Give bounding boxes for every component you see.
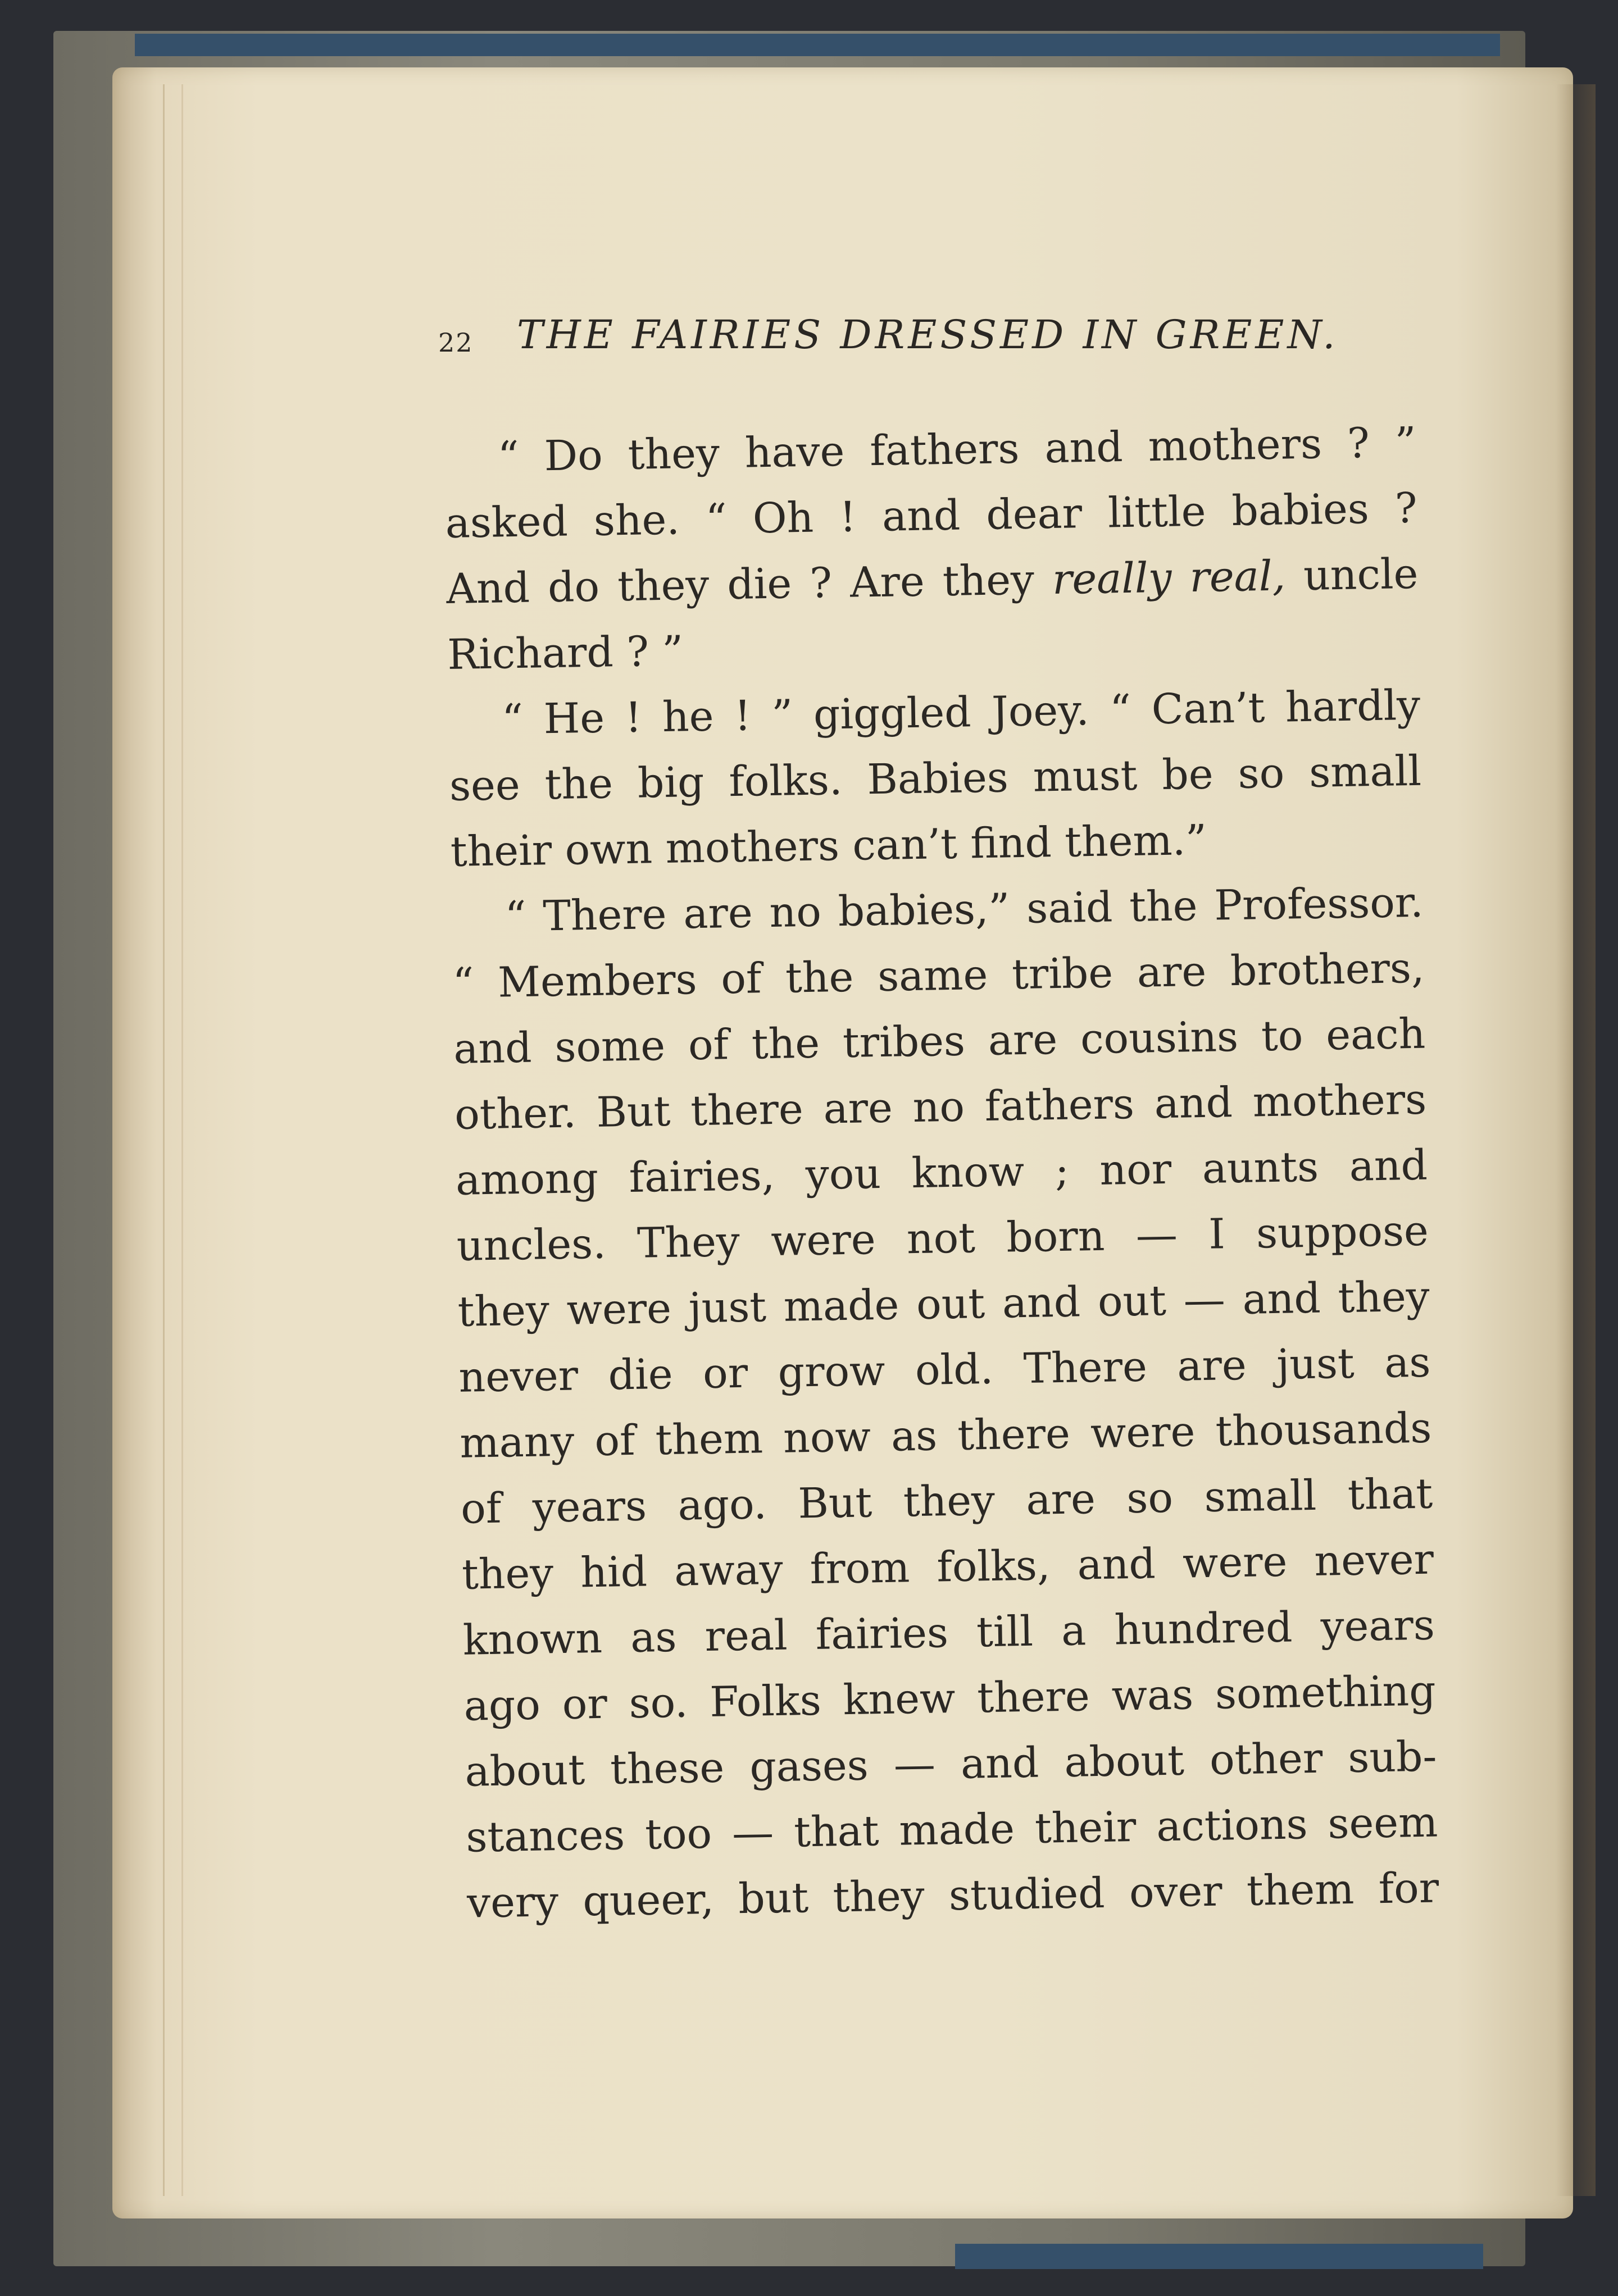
text-line	[446, 543, 1419, 620]
text-line: see the big folks. Babies must be so small	[449, 746, 1422, 810]
running-head	[438, 312, 1449, 362]
text-line: “ Do they have fathers and mothers ? ”	[497, 418, 1417, 481]
text-line: among fairies, you know ; nor aunts and	[455, 1141, 1428, 1205]
spine-shadow	[1556, 84, 1596, 2196]
page-number: 22	[438, 327, 474, 358]
text-line: and some of the tribes are cousins to each	[453, 1009, 1426, 1073]
text-line: never die or grow old. There are just as	[458, 1338, 1431, 1402]
text-line: other. But there are no fathers and mothers	[454, 1075, 1427, 1139]
text-line: about these gases — and about other sub-	[464, 1732, 1438, 1796]
text-line: uncles. They were not born — I suppose	[456, 1206, 1429, 1270]
page-edge-lines	[163, 84, 183, 2196]
text-line: of years ago. But they are so small that	[460, 1469, 1433, 1533]
text-line: their own mothers can’t find them.”	[450, 816, 1207, 876]
text-line: “ He ! he ! ” giggled Joey. “ Can’t hardly	[501, 681, 1421, 744]
text-line: “ There are no babies,” said the Professor.	[505, 878, 1424, 941]
italic-emphasis: really real,	[1052, 552, 1286, 604]
body-text	[444, 412, 1440, 1971]
text-line: known as real fairies till a hundred years	[462, 1601, 1435, 1665]
text-line: they hid away from folks, and were never	[461, 1535, 1434, 1599]
text-line-end: uncle	[1303, 549, 1419, 600]
text-line: ago or so. Folks knew there was something	[463, 1666, 1437, 1730]
text-line: stances too — that made their actions seem	[465, 1798, 1438, 1862]
page-title: THE FAIRIES DRESSED IN GREEN.	[517, 312, 1339, 358]
text-line: very queer, but they studied over them for	[466, 1864, 1439, 1928]
text-line: “ Members of the same tribe are brothers,	[452, 944, 1425, 1008]
text-line: many of them now as there were thousands	[459, 1404, 1432, 1468]
text-line-start: And do they die ? Are they	[446, 555, 1035, 613]
text-line: asked she. “ Oh ! and dear little babies ?	[445, 484, 1418, 548]
cover-edge-top	[135, 34, 1500, 56]
text-line: Richard ? ”	[447, 627, 684, 679]
text-line: they were just made out and out — and they	[457, 1272, 1430, 1336]
cover-edge-bottom	[955, 2244, 1483, 2269]
